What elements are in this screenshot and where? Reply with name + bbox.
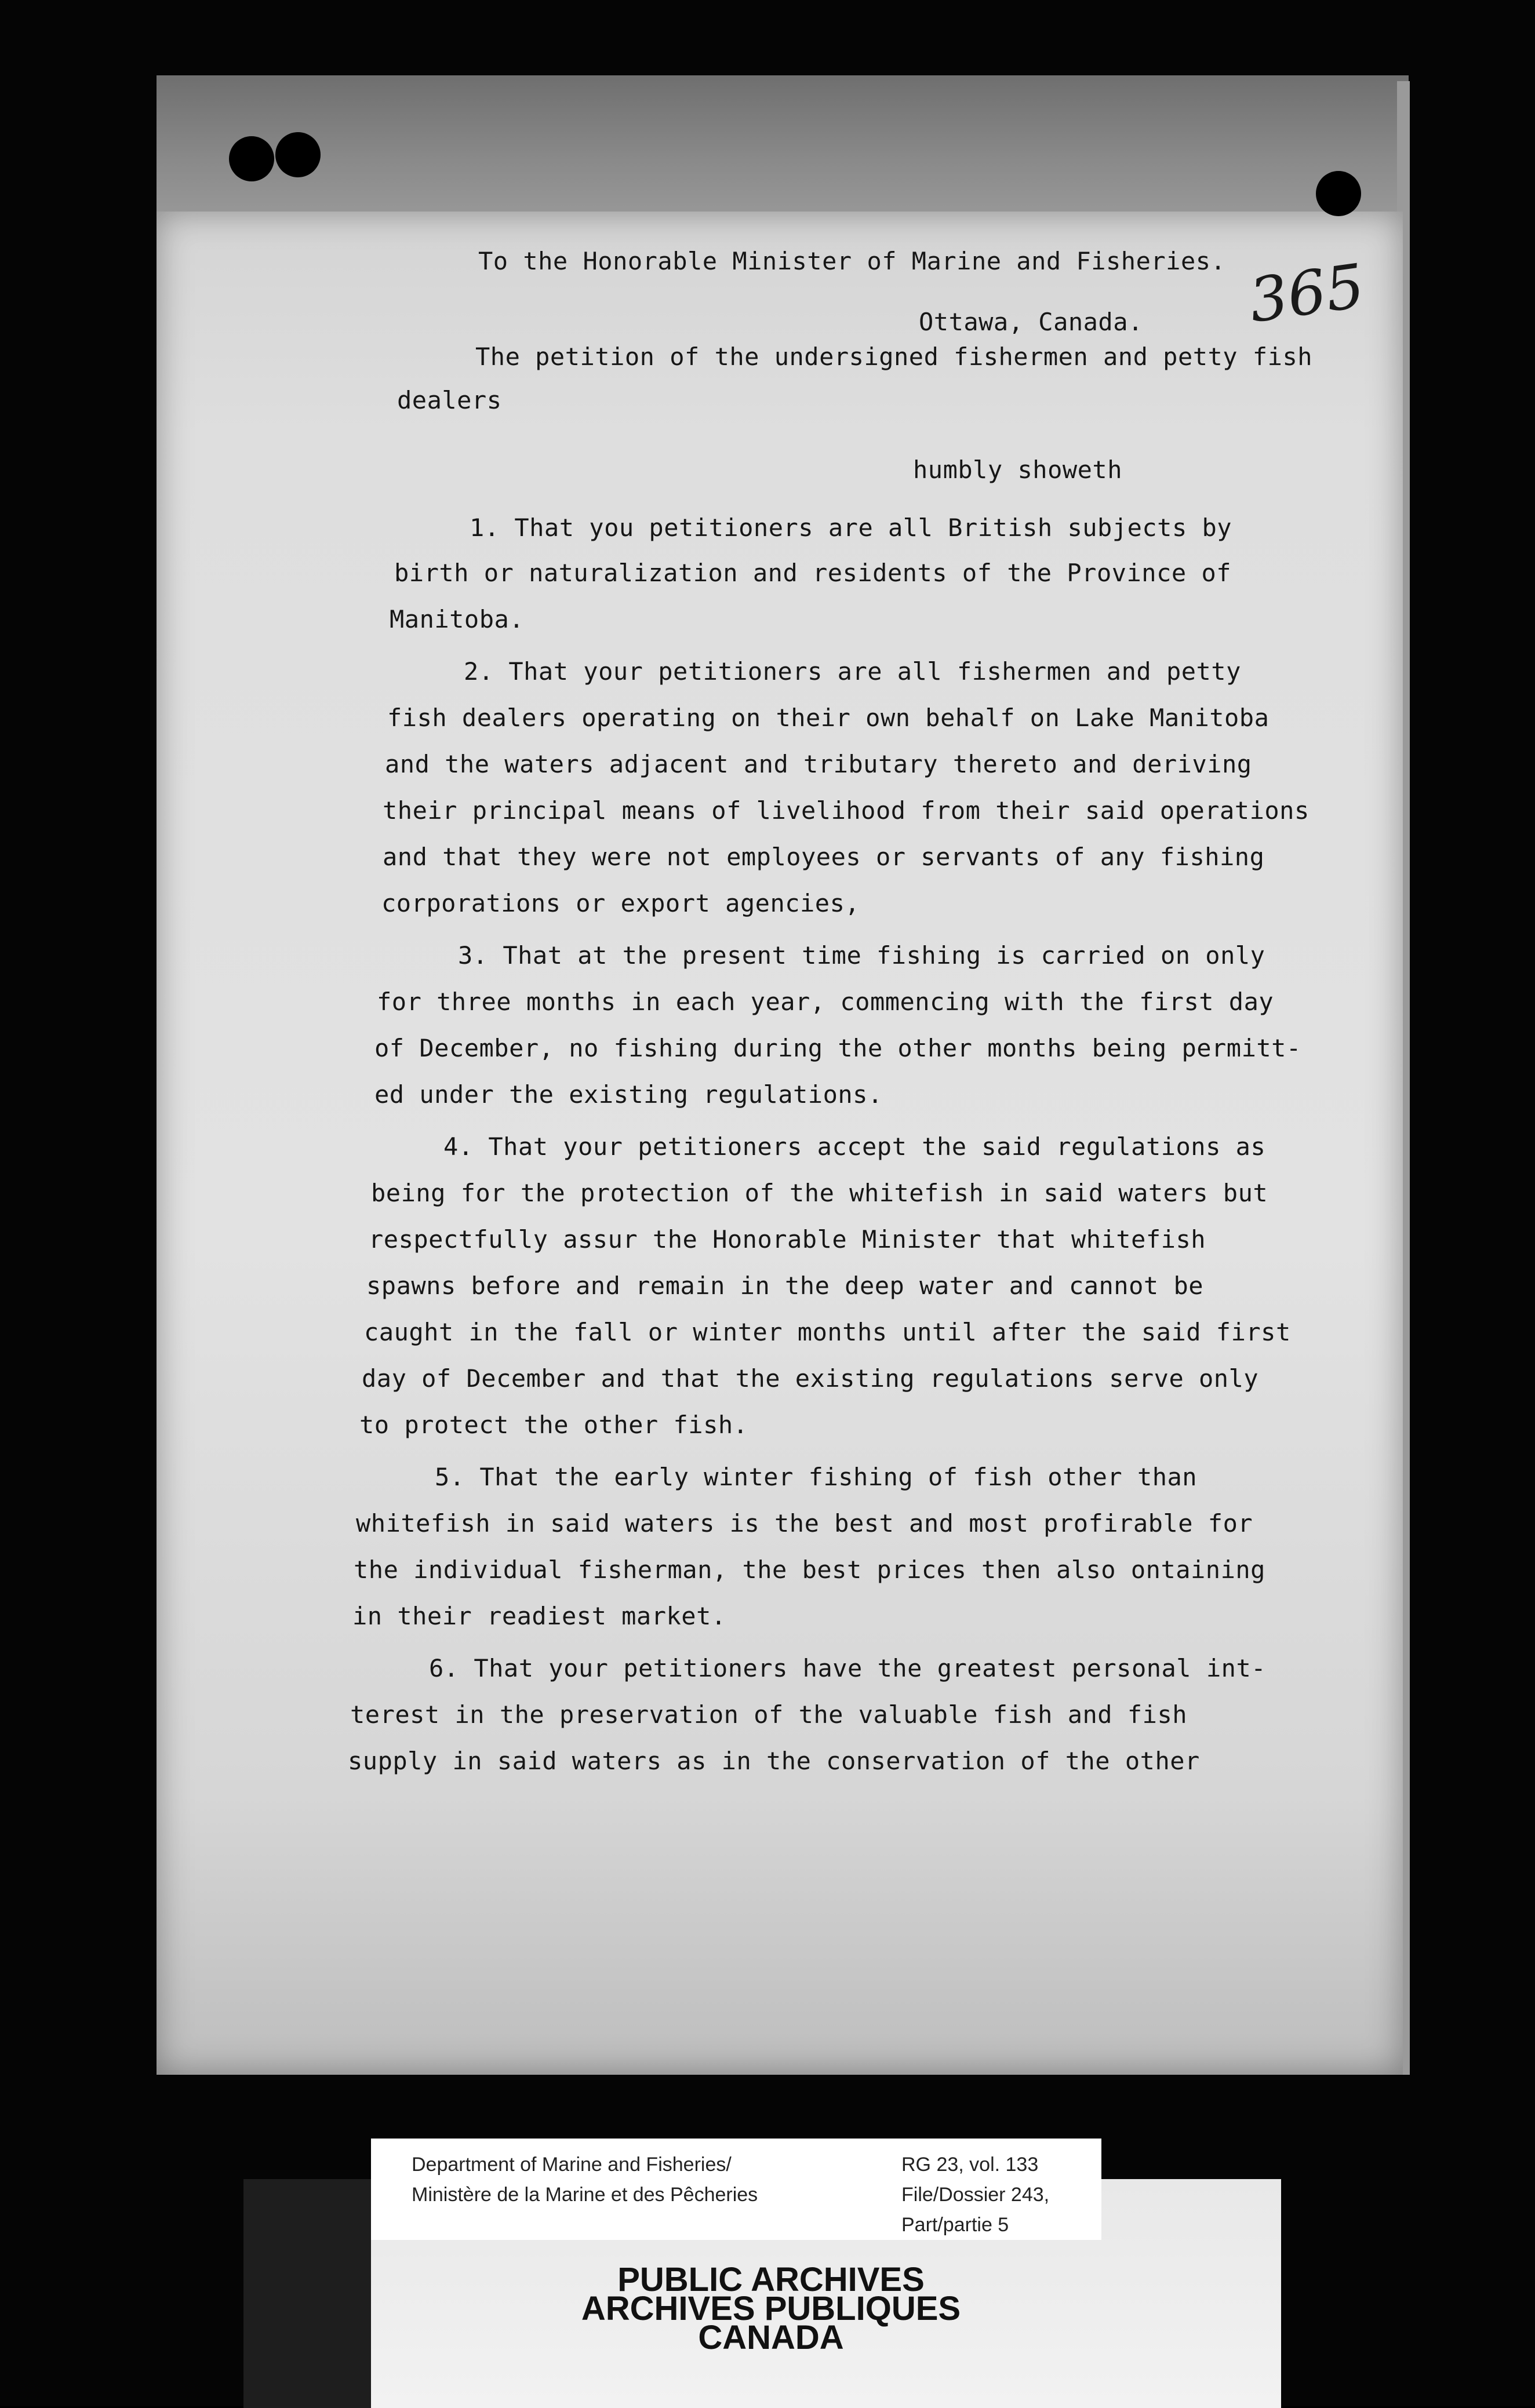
document-line: supply in said waters as in the conservation of the other — [348, 1747, 1200, 1775]
punch-hole-right — [1316, 171, 1361, 216]
document-line: in their readiest market. — [352, 1602, 726, 1630]
reference-part: Part/partie 5 — [901, 2214, 1009, 2236]
archive-title-english: PUBLIC ARCHIVES — [617, 2261, 925, 2298]
document-line: The petition of the undersigned fishermen and petty fish — [475, 343, 1313, 371]
document-line: dealers — [397, 386, 502, 414]
department-french: Ministère de la Marine et des Pêcheries — [412, 2184, 758, 2206]
document-line: 1. That you petitioners are all British subjects by — [470, 513, 1232, 542]
folder-strip — [157, 75, 1409, 232]
document-line: whitefish in said waters is the best and most profirable for — [356, 1509, 1253, 1538]
archive-title-french: ARCHIVES PUBLIQUES — [581, 2290, 961, 2327]
document-line: To the Honorable Minister of Marine and Fisheries. — [478, 247, 1226, 275]
document-line: the individual fisherman, the best prices then also ontaining — [354, 1555, 1265, 1584]
document-line: humbly showeth — [913, 456, 1123, 484]
document-line: 6. That your petitioners have the greatest personal int- — [429, 1654, 1267, 1682]
document-line: ed under the existing regulations. — [374, 1080, 883, 1109]
punch-hole-left-1 — [229, 136, 274, 181]
document-line: 5. That the early winter fishing of fish other than — [435, 1463, 1198, 1491]
document-line: for three months in each year, commencing with the first day — [377, 988, 1274, 1016]
document-line: Manitoba. — [390, 605, 525, 633]
archive-stamp-shadow — [243, 2179, 371, 2408]
document-line: terest in the preservation of the valuable fish and fish — [350, 1700, 1188, 1729]
archive-title-country: CANADA — [698, 2319, 844, 2356]
document-line: fish dealers operating on their own behalf on Lake Manitoba — [387, 704, 1270, 732]
document-line: caught in the fall or winter months until after the said first — [364, 1318, 1291, 1346]
punch-hole-left-2 — [275, 132, 321, 177]
document-line: being for the protection of the whitefish in said waters but — [371, 1179, 1268, 1207]
document-line: birth or naturalization and residents of the Province of — [394, 559, 1232, 587]
reference-file: File/Dossier 243, — [901, 2184, 1050, 2206]
document-line: 2. That your petitioners are all fishermen and petty — [464, 657, 1241, 686]
document-line: and that they were not employees or servants of any fishing — [383, 843, 1265, 871]
document-line: day of December and that the existing regulations serve only — [362, 1364, 1259, 1393]
document-line: of December, no fishing during the other months being permitt- — [374, 1034, 1301, 1062]
reference-volume: RG 23, vol. 133 — [901, 2154, 1039, 2176]
document-line: 4. That your petitioners accept the said regulations as — [443, 1132, 1266, 1161]
document-line: Ottawa, Canada. — [919, 308, 1143, 336]
folio-number: 365 — [1245, 250, 1369, 337]
document-line: corporations or export agencies, — [381, 889, 860, 917]
document-line: spawns before and remain in the deep water and cannot be — [366, 1272, 1204, 1300]
document-line: to protect the other fish. — [359, 1411, 748, 1439]
document-line: 3. That at the present time fishing is carried on only — [458, 941, 1265, 970]
document-line: their principal means of livelihood from their said operations — [383, 796, 1310, 825]
document-line: respectfully assur the Honorable Minister that whitefish — [369, 1225, 1206, 1254]
document-line: and the waters adjacent and tributary thereto and deriving — [385, 750, 1252, 778]
department-english: Department of Marine and Fisheries/ — [412, 2154, 732, 2176]
